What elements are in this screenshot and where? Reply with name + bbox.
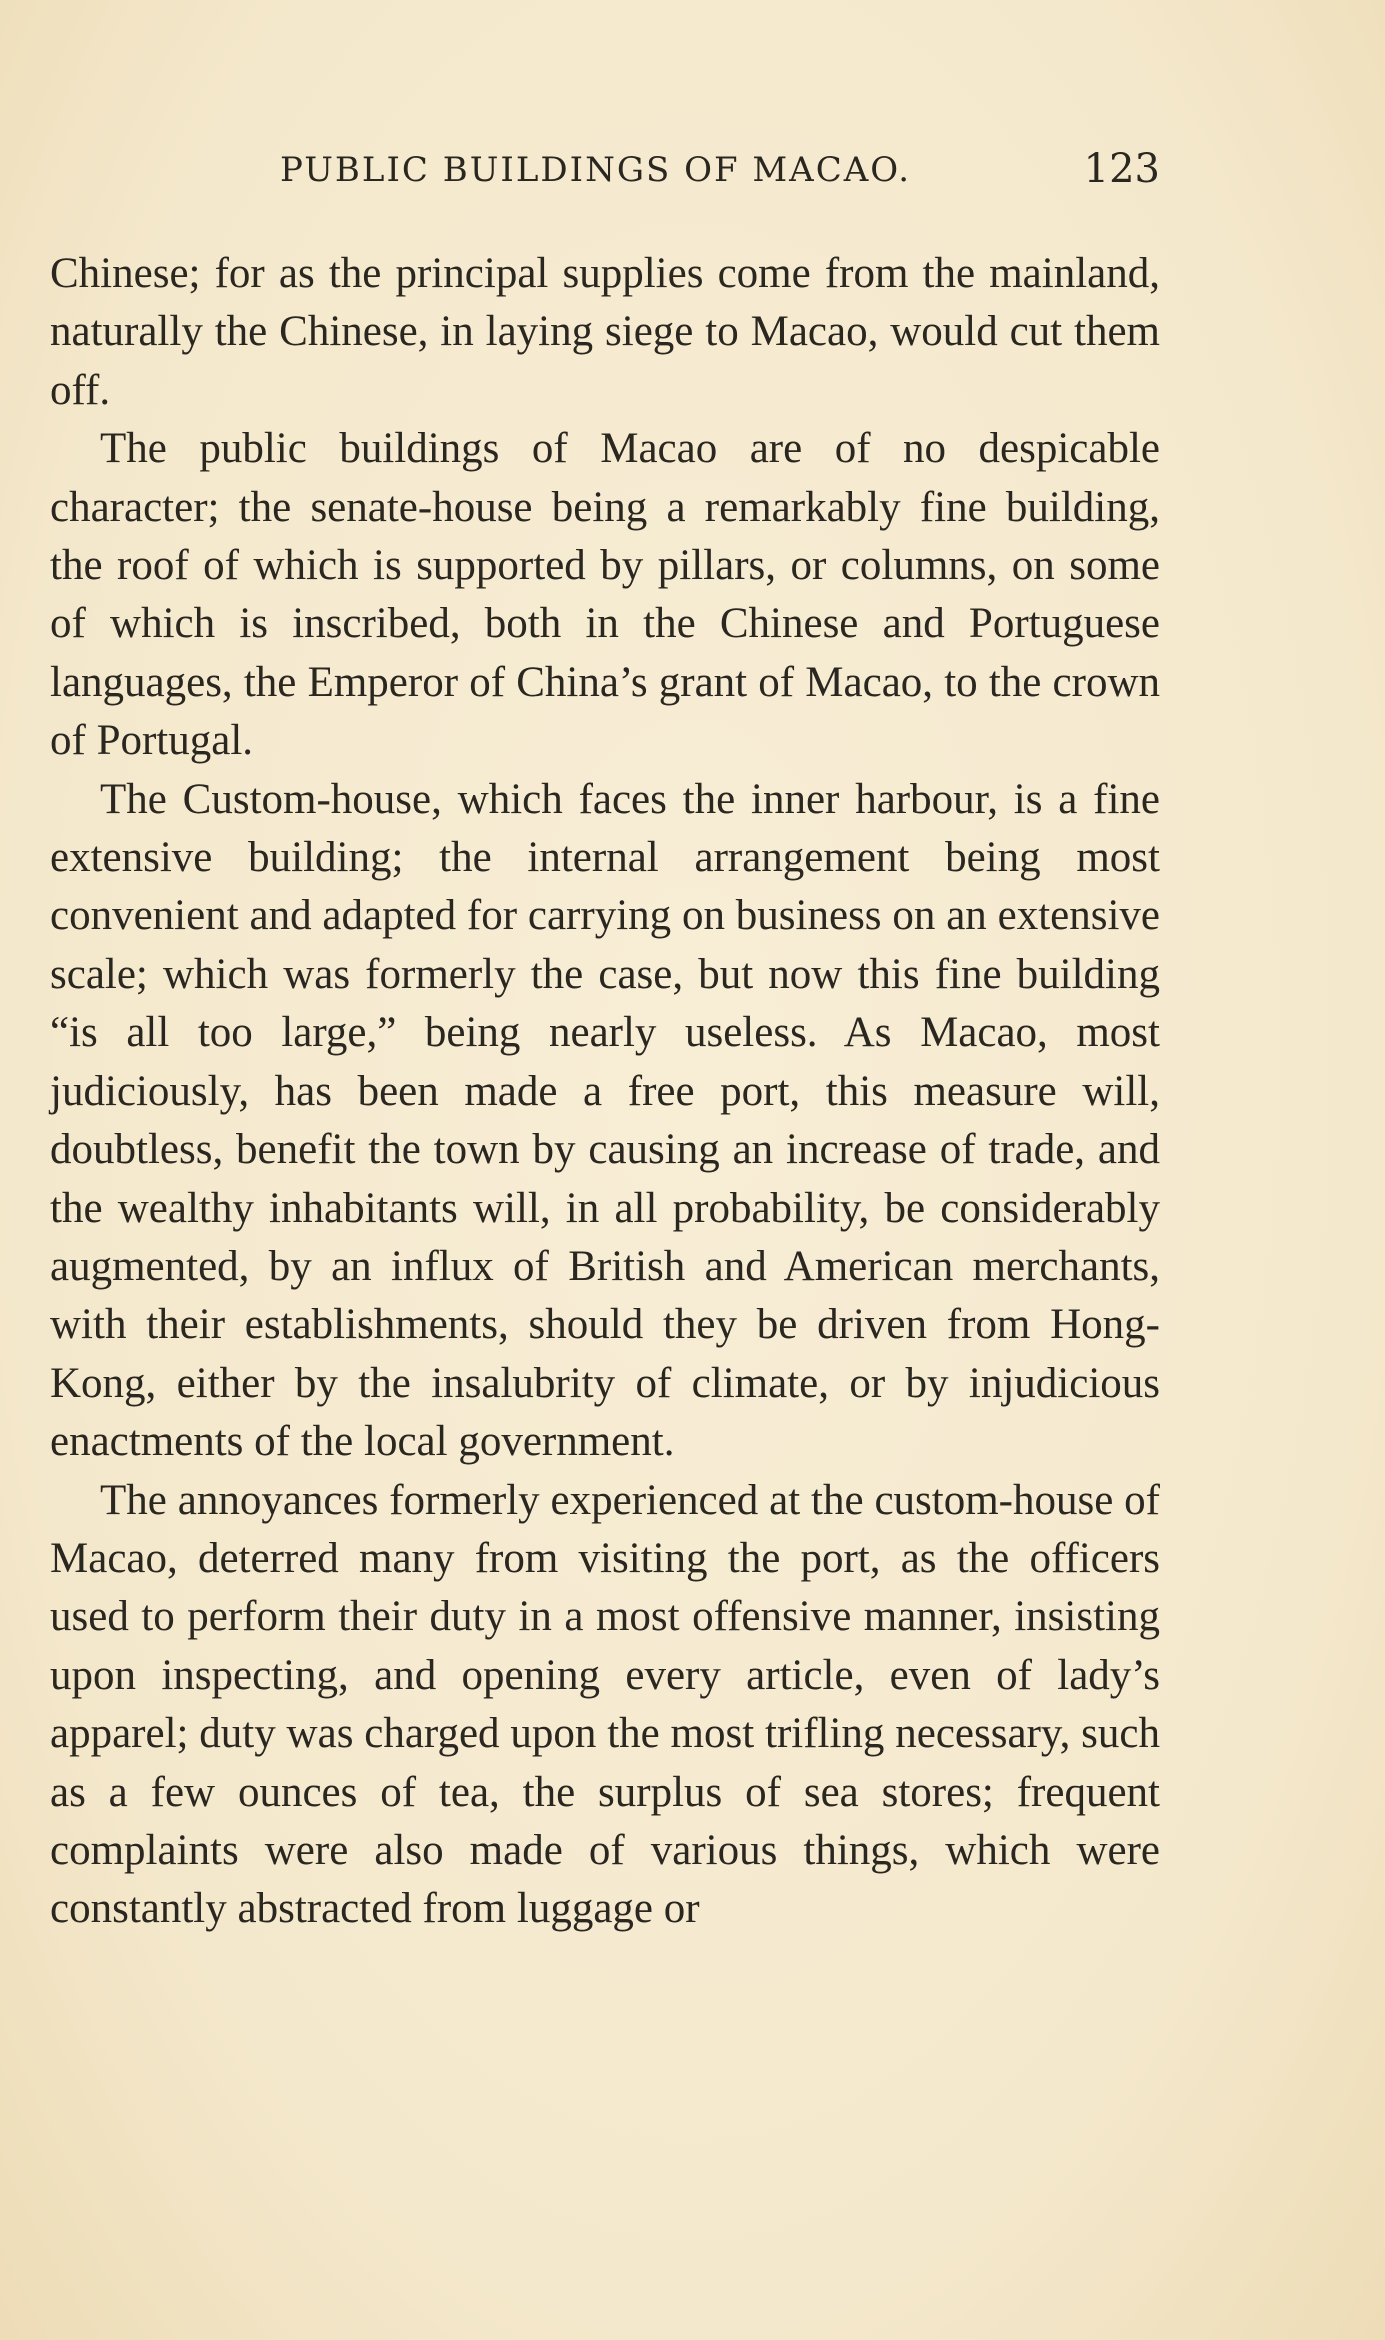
paragraph-annoyances: The annoyances formerly experienced at the custom-house of Macao, deterred many from visiting the port, as the officers used to perform their duty in a most offensive manner, insisting upon inspecting, and opening every article, even of lady’s apparel; duty was charged upon the most trifling necessary, such as a few ounces of tea, the surplus of sea stores; frequent complaints were also made of various things, which were constantly abstracted from luggage or	[50, 1476, 1160, 1933]
body-text	[50, 245, 1160, 1939]
page-header	[50, 146, 1160, 200]
paragraph-custom-house: The Custom-house, which faces the inner harbour, is a fine extensive building; the internal arrangement being most convenient and adapted for carrying on business on an extensive scale; which was formerly the case, but now this fine building “is all too large,” being nearly useless. As Macao, most judiciously, has been made a free port, this measure will, doubtless, benefit the town by causing an increase of trade, and the wealthy inhabitants will, in all probability, be considerably augmented, by an influx of British and American merchants, with their establishments, should they be driven from Hong-Kong, either by the insalubrity of climate, or by injudicious enactments of the local government.	[50, 775, 1160, 1466]
paragraph-continued: Chinese; for as the principal supplies come from the mainland, naturally the Chinese, in laying siege to Macao, would cut them off.	[50, 250, 1160, 414]
paragraph-public-buildings: The public buildings of Macao are of no despicable character; the senate-house being a remarkably fine building, the roof of which is supported by pillars, or columns, on some of which is inscribed, both in the Chinese and Portuguese languages, the Emperor of China’s grant of Macao, to the crown of Portugal.	[50, 425, 1160, 765]
running-title: PUBLIC BUILDINGS OF MACAO.	[280, 150, 911, 190]
page-number: 123	[1083, 146, 1160, 192]
